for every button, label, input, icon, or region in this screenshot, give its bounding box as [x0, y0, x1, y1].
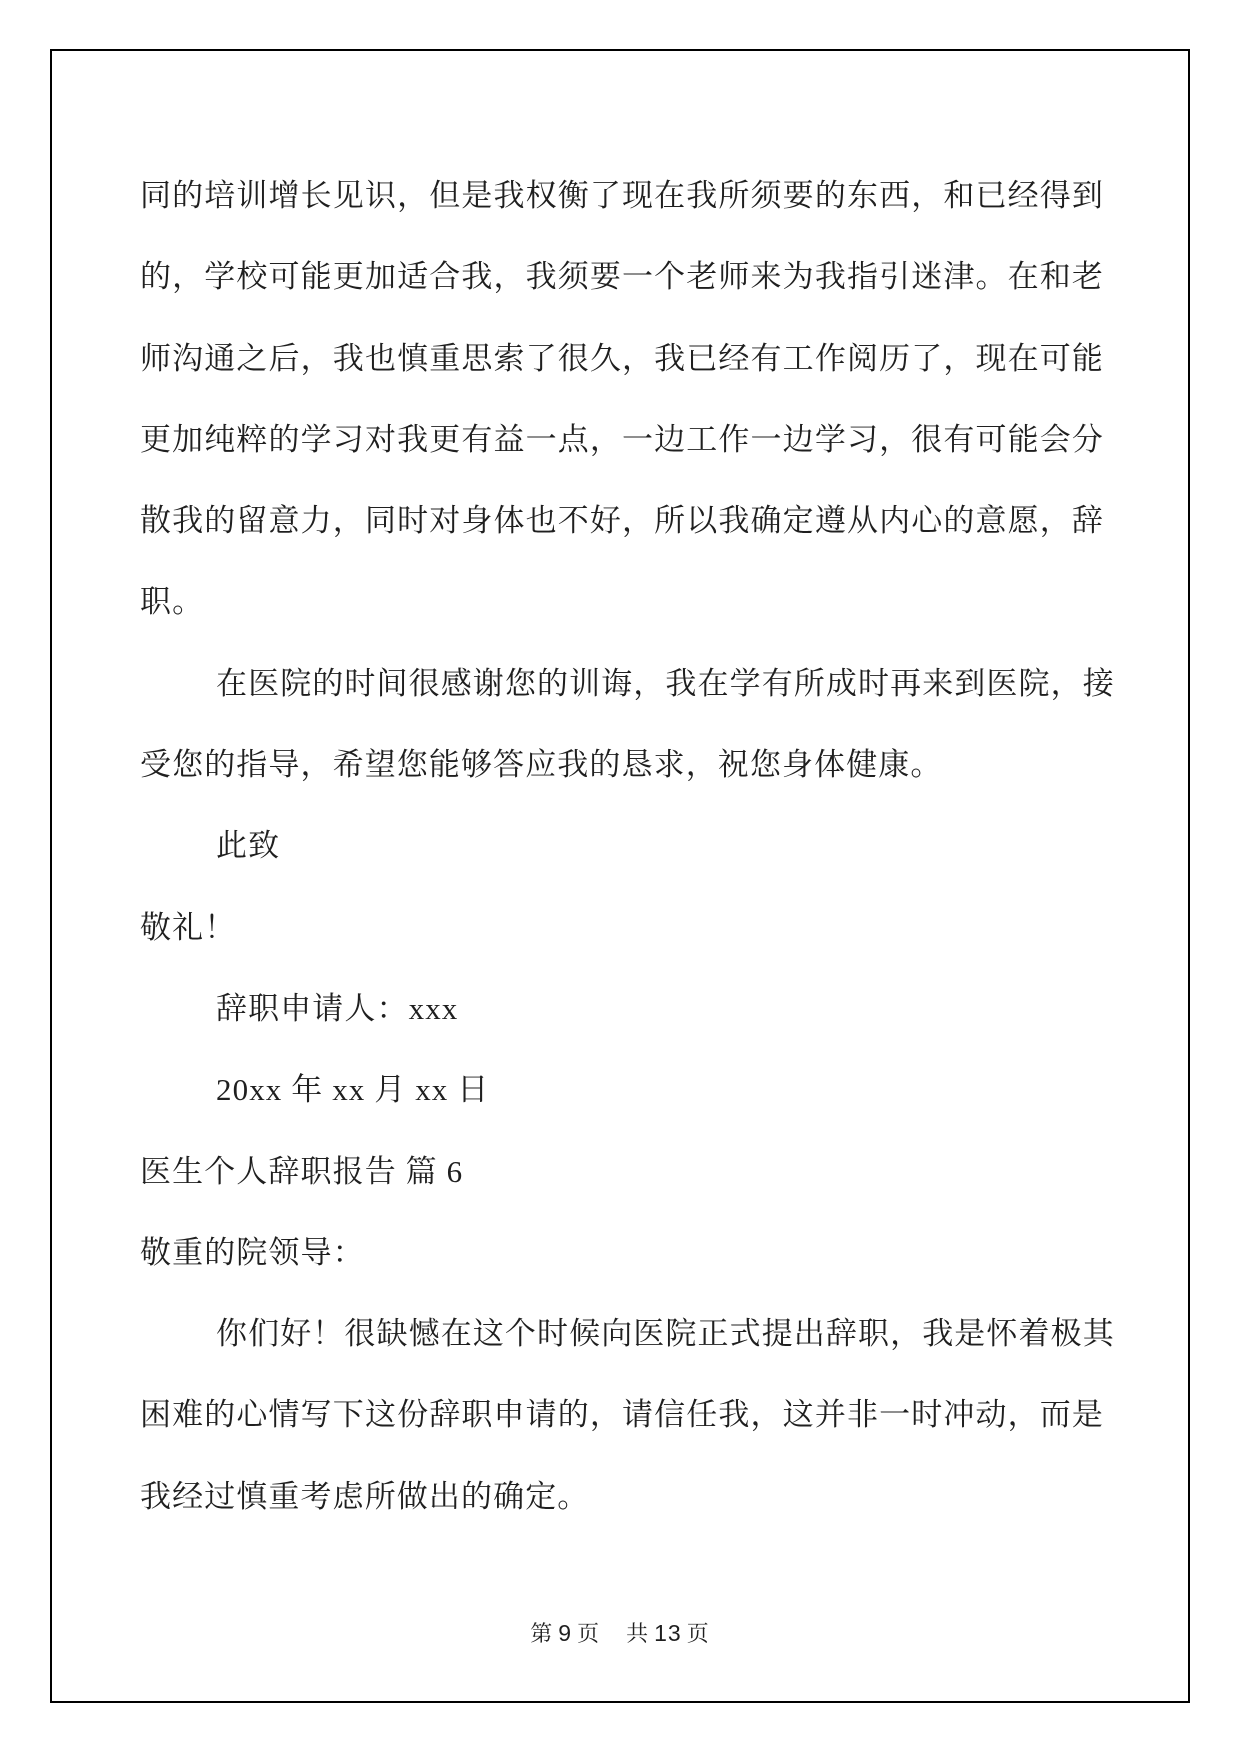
text-line: 敬重的院领导： [140, 1234, 365, 1270]
text-line: 更加纯粹的学习对我更有益一点，一边工作一边学习，很有可能会分 [140, 421, 1104, 457]
text-line: 我经过慎重考虑所做出的确定。 [140, 1478, 590, 1514]
document-body [140, 155, 1115, 1537]
text-line: 散我的留意力，同时对身体也不好，所以我确定遵从内心的意愿，辞 [140, 503, 1104, 539]
text-line: 困难的心情写下这份辞职申请的，请信任我，这并非一时冲动，而是 [140, 1397, 1104, 1433]
footer-page-number: 9 [558, 1620, 573, 1646]
text-line: 受您的指导，希望您能够答应我的恳求，祝您身体健康。 [140, 747, 943, 783]
page-footer [50, 1618, 1190, 1649]
text-line: 师沟通之后，我也慎重思索了很久，我已经有工作阅历了，现在可能 [140, 340, 1104, 376]
footer-page-prefix: 第 [530, 1621, 554, 1646]
text-line: 此致 [216, 828, 281, 864]
text-line: 在医院的时间很感谢您的训诲，我在学有所成时再来到医院，接 [216, 665, 1115, 701]
text-line: 职。 [140, 584, 205, 620]
text-line: 同的培训增长见识，但是我权衡了现在我所须要的东西，和已经得到 [140, 178, 1104, 213]
text-line: 敬礼！ [140, 909, 237, 945]
text-line: 20xx 年 xx 月 xx 日 [216, 1072, 490, 1108]
text-line: 你们好！很缺憾在这个时候向医院正式提出辞职，我是怀着极其 [216, 1316, 1115, 1352]
text-line: 医生个人辞职报告 篇 6 [140, 1153, 464, 1189]
footer-page-suffix: 页 [577, 1621, 601, 1646]
footer-total-number: 13 [654, 1620, 682, 1646]
footer-total-prefix: 共 [626, 1621, 650, 1646]
text-line: 的，学校可能更加适合我，我须要一个老师来为我指引迷津。在和老 [140, 259, 1104, 295]
text-line: 辞职申请人：xxx [216, 990, 459, 1026]
footer-total-suffix: 页 [686, 1621, 710, 1646]
